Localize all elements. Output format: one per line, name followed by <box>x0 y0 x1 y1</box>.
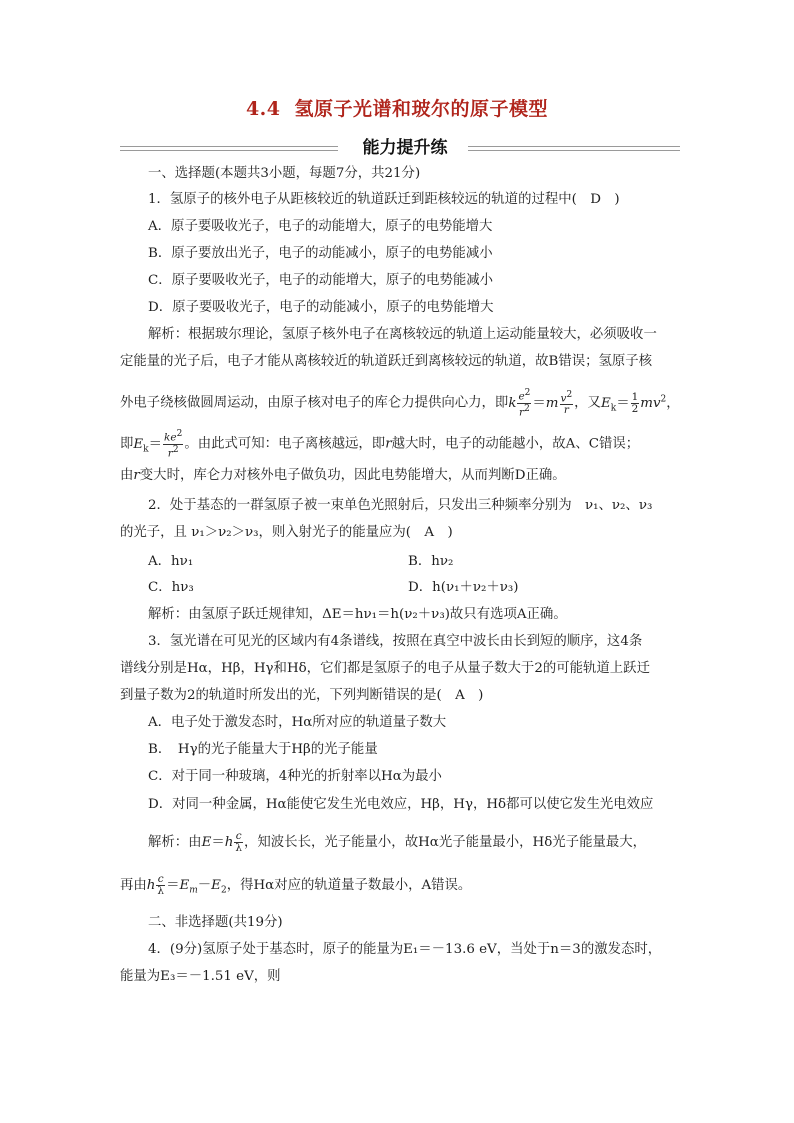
part1-heading: 一、选择题(本题共3小题，每题7分，共21分) <box>148 166 421 181</box>
q2-option-c: C．hν₃ <box>148 580 194 595</box>
q2-option-a: A．hν₁ <box>148 554 194 569</box>
q3-option-d: D．对同一种金属，Hα能使它发生光电效应，Hβ，Hγ，Hδ都可以使它发生光电效应 <box>148 797 654 812</box>
q1-solution-line-5: 由r变大时，库仑力对核外电子做负功，因此电势能增大，从而判断D正确。 <box>120 468 566 483</box>
q3-solution-line-2: 再由h $\frac{c}{\lambda}$ $=E_m-E_2$，得Hα对应的轨道量子数最小，A错误。 <box>120 873 472 897</box>
section-header <box>120 137 680 159</box>
ek-equation: $E_k=$ $\frac{ke^2}{r^2}$ <box>133 429 183 459</box>
q4-line-2: 能量为E₃＝－1.51 eV，则 <box>120 969 281 984</box>
q1-option-d: D．原子要吸收光子，电子的动能减小，原子的电势能增大 <box>148 300 494 315</box>
q3-option-a: A．电子处于激发态时，Hα所对应的轨道量子数大 <box>148 715 447 730</box>
coulomb-equation: k $\frac{e^2}{r^2}$ ＝m $\frac{v^2}{r}$ <box>508 388 573 418</box>
part2-heading: 二、非选择题(共19分) <box>148 915 283 930</box>
q3-stem-line-3: 到量子数为2的轨道时所发出的光，下列判断错误的是( A ) <box>120 688 484 703</box>
lesson-number: 4.4 <box>245 98 281 120</box>
transition-equation: h $\frac{c}{\lambda}$ $=E_m-E_2$ <box>146 873 227 897</box>
q1-solution-line-3: 外电子绕核做圆周运动，由原子核对电子的库仑力提供向心力，即k $\frac{e^2}{r^2}$ ＝m $\frac{v^2}{r}$ ，又$E_k=$ $\frac{1}{2}$ $mv^2$， <box>120 388 680 418</box>
q1-solution-line-4: 即$E_k=$ $\frac{ke^2}{r^2}$ 。由此式可知：电子离核越远，即r越大时，电子的动能越小，故A、C错误； <box>120 429 640 459</box>
q2-solution: 解析：由氢原子跃迁规律知，ΔE＝hν₁＝h(ν₂＋ν₃)故只有选项A正确。 <box>148 607 567 622</box>
section-title: 能力提升练 <box>362 138 448 158</box>
q1-solution-line-1: 解析：根据玻尔理论，氢原子核外电子在离核较远的轨道上运动能量较大，必须吸收一 <box>148 327 657 342</box>
q1-stem: 1．氢原子的核外电子从距核较近的轨道跃迁到距核较远的轨道的过程中( D ) <box>148 192 620 207</box>
q3-stem-line-2: 谱线分别是Hα，Hβ，Hγ和Hδ，它们都是氢原子的电子从量子数大于2的可能轨道上跃迁 <box>120 661 650 676</box>
q1-option-c: C．原子要吸收光子，电子的动能增大，原子的电势能减小 <box>148 273 494 288</box>
q3-solution-line-1: 解析：由E＝h $\frac{c}{\lambda}$ ，知波长长，光子能量小，故Hα光子能量最小，Hδ光子能量最大， <box>148 830 647 854</box>
lesson-title <box>0 96 794 122</box>
q3-option-c: C．对于同一种玻璃，4种光的折射率以Hα为最小 <box>148 769 442 784</box>
section-rule-left <box>120 146 338 151</box>
q1-option-a: A．原子要吸收光子，电子的动能增大，原子的电势能增大 <box>148 219 493 234</box>
q1-solution-line-2: 定能量的光子后，电子才能从离核较近的轨道跃迁到离核较远的轨道，故B错误；氢原子核 <box>120 354 653 369</box>
q2-stem-line-1: 2．处于基态的一群氢原子被一束单色光照射后，只发出三种频率分别为 ν₁、ν₂、ν₃ <box>148 498 653 513</box>
kinetic-energy-equation: $E_k=$ $\frac{1}{2}$ $mv^2$， <box>600 390 680 415</box>
q2-option-b: B．hν₂ <box>408 554 454 569</box>
q3-stem-line-1: 3．氢光谱在可见光的区域内有4条谱线，按照在真空中波长由长到短的顺序，这4条 <box>148 634 643 649</box>
q3-option-b: B． Hγ的光子能量大于Hβ的光子能量 <box>148 742 378 757</box>
q4-line-1: 4．(9分)氢原子处于基态时，原子的能量为E₁＝－13.6 eV，当处于n＝3的激发态时， <box>148 942 662 957</box>
section-rule-right <box>468 146 680 151</box>
photon-energy-equation: E＝h $\frac{c}{\lambda}$ <box>201 830 243 854</box>
q2-stem-line-2: 的光子，且 ν₁＞ν₂＞ν₃，则入射光子的能量应为( A ) <box>120 525 453 540</box>
q1-option-b: B．原子要放出光子，电子的动能减小，原子的电势能减小 <box>148 246 493 261</box>
q2-option-d: D．h(ν₁＋ν₂＋ν₃) <box>408 580 519 595</box>
lesson-title-text: 氢原子光谱和玻尔的原子模型 <box>294 98 549 120</box>
